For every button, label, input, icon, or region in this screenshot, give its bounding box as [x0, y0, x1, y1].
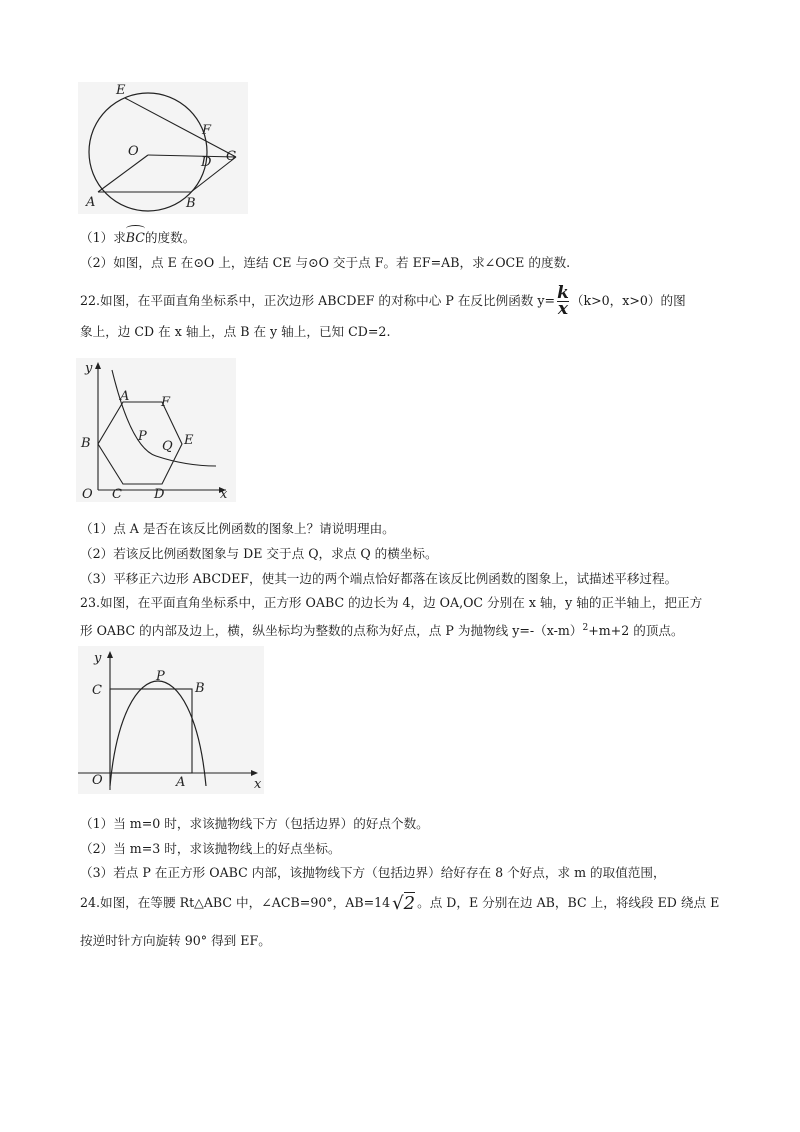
label-D: D [154, 487, 165, 502]
q22-part1: （1）点 A 是否在该反比例函数的图象上？请说明理由。 [80, 521, 395, 536]
label-Q: Q [162, 439, 173, 454]
label-C: C [92, 683, 102, 698]
hexagon-figure [76, 358, 236, 502]
label-P: P [138, 429, 147, 444]
q23-part1: （1）当 m=0 时，求该抛物线下方（包括边界）的好点个数。 [80, 816, 429, 831]
label-D: D [201, 155, 212, 170]
q23-line1: 23.如图，在平面直角坐标系中，正方形 OABC 的边长为 4，边 OA,OC 分别在 x 轴，y 轴的正半轴上，把正方 [80, 595, 703, 610]
q22-part3: （3）平移正六边形 ABCDEF，使其一边的两个端点恰好都落在该反比例函数的图象上，试描述平移过程。 [80, 571, 678, 586]
q23-part2: （2）当 m=3 时，求该抛物线上的好点坐标。 [80, 841, 341, 856]
label-F: F [202, 123, 212, 138]
label-P: P [156, 669, 165, 684]
label-F: F [161, 395, 171, 410]
label-O: O [128, 144, 139, 159]
label-A: A [86, 195, 96, 210]
q23-part3: （3）若点 P 在正方形 OABC 内部，该抛物线下方（包括边界）给好存在 8 个好点，求 m 的取值范围， [80, 865, 666, 880]
fraction-k-over-x: $\frac{k}{x}$ [557, 283, 569, 319]
label-B: B [195, 681, 205, 696]
circle-figure [78, 82, 248, 214]
label-B: B [186, 196, 196, 211]
label-x: x [254, 777, 262, 792]
label-C: C [112, 487, 122, 502]
label-A: A [120, 389, 130, 404]
label-y: y [85, 361, 93, 376]
label-E: E [116, 83, 126, 98]
q22-line1: 22.如图，在平面直角坐标系中，正次边形 ABCDEF 的对称中心 P 在反比例函数 y= $\frac{k}{x}$ （k>0，x>0）的图 [80, 283, 686, 319]
label-A: A [176, 775, 186, 790]
label-B: B [81, 436, 91, 451]
label-E: E [184, 433, 194, 448]
label-y: y [94, 651, 102, 666]
q22-part2: （2）若该反比例函数图象与 DE 交于点 Q，求点 Q 的横坐标。 [80, 546, 438, 561]
q21-part2: （2）如图，点 E 在⊙O 上，连结 CE 与⊙O 交于点 F。若 EF=AB，求∠OCE 的度数. [80, 255, 571, 270]
label-O: O [92, 773, 103, 788]
label-x: x [220, 487, 228, 502]
q22-line2: 象上，边 CD 在 x 轴上，点 B 在 y 轴上，已知 CD=2. [80, 324, 391, 339]
q21-part1: （1）求BC的度数。 [80, 230, 196, 245]
q24-line1: 24.如图，在等腰 Rt△ABC 中，∠ACB=90°，AB=14 √2 。点 D，E 分别在边 AB，BC 上，将线段 ED 绕点 E [80, 892, 720, 914]
parabola-figure [78, 646, 264, 794]
label-O: O [82, 487, 93, 502]
q23-line2: 形 OABC 的内部及边上，横，纵坐标均为整数的点称为好点，点 P 为抛物线 $y=-(x-m)^2+m+2$ 的顶点。 [80, 623, 684, 639]
label-C: C [226, 149, 236, 164]
q24-line2: 按逆时针方向旋转 90° 得到 EF。 [80, 933, 271, 948]
sqrt-2: √2 [392, 892, 416, 914]
arc-bc: BC [125, 230, 145, 245]
